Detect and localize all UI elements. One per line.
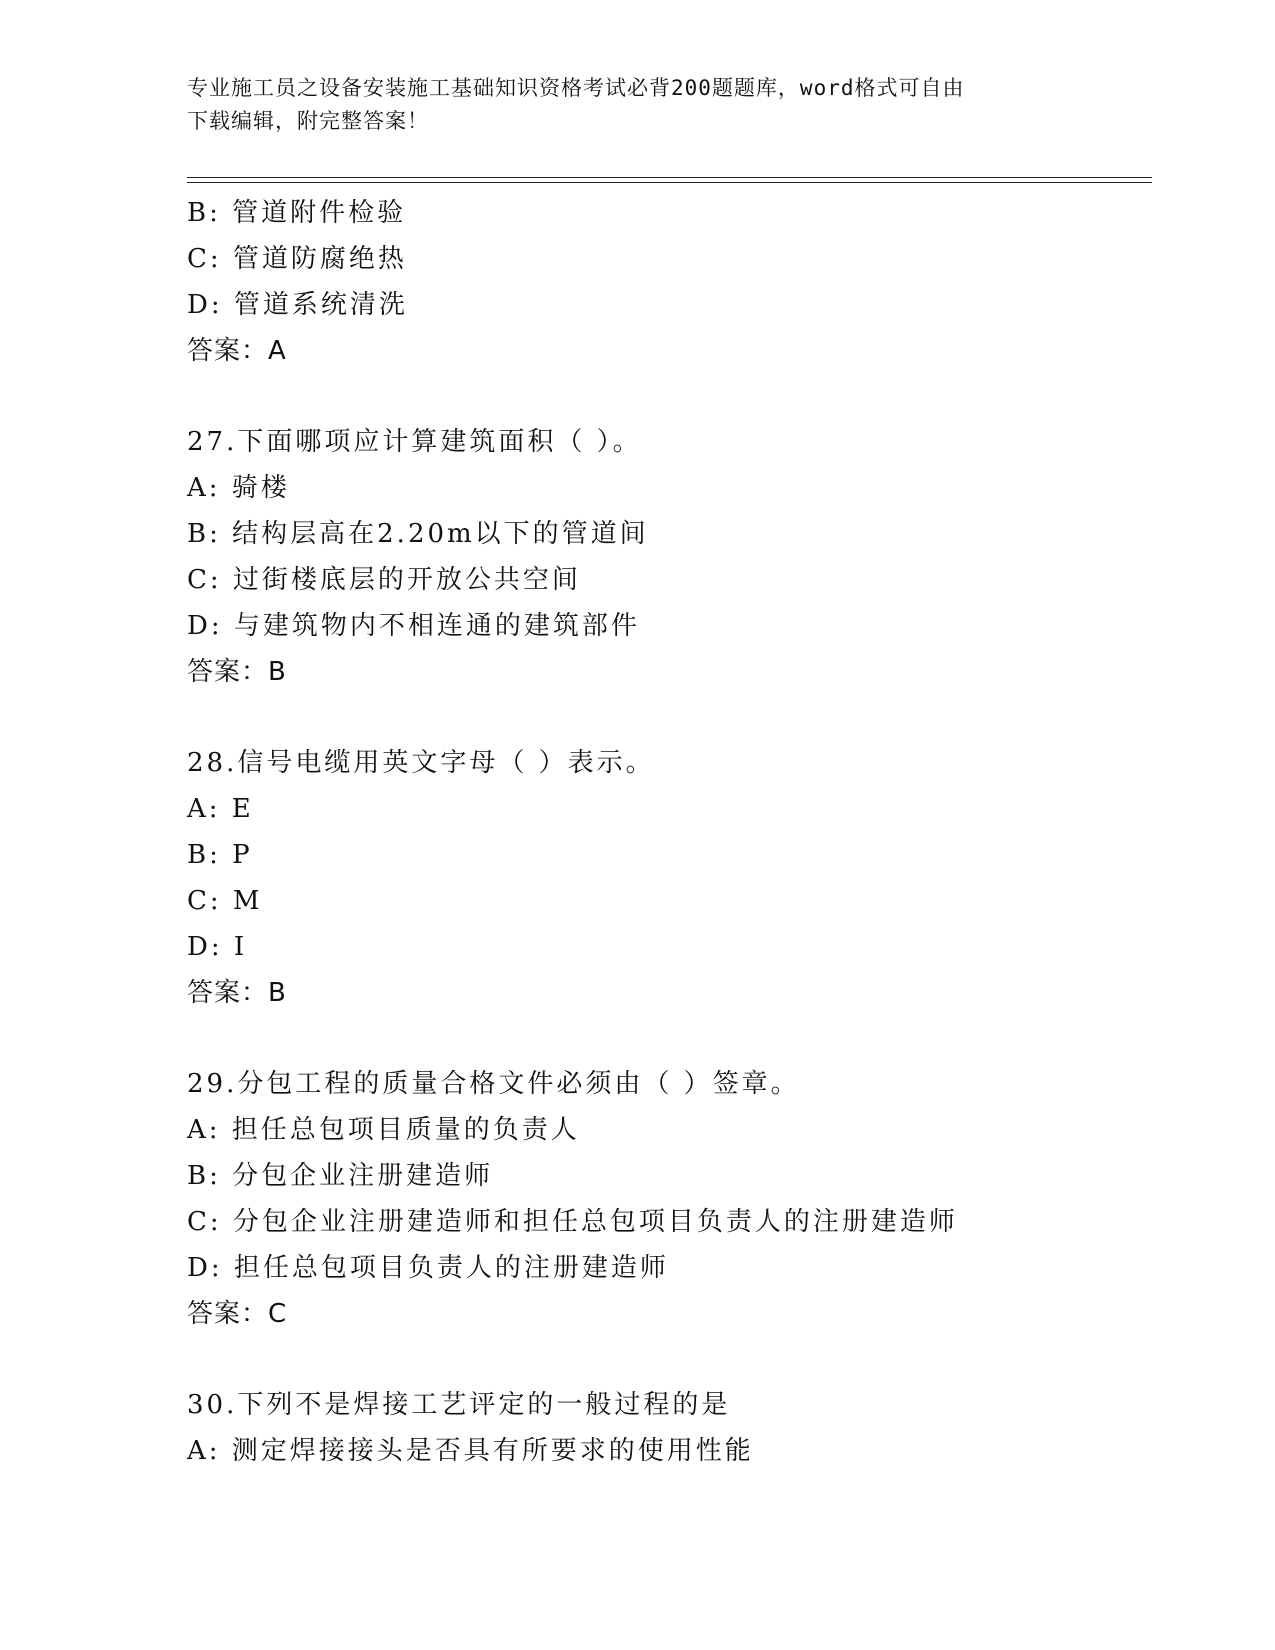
option-a: A: 测定焊接接头是否具有所要求的使用性能	[187, 1436, 754, 1466]
question-list	[187, 190, 1152, 1474]
option-c: C: 过街楼底层的开放公共空间	[187, 565, 581, 595]
answer-line: 答案：B	[187, 657, 287, 687]
header-divider-top	[187, 177, 1152, 178]
answer-line: 答案：A	[187, 336, 287, 366]
option-c: C: 分包企业注册建造师和担任总包项目负责人的注册建造师	[187, 1207, 958, 1237]
option-b: B: 分包企业注册建造师	[187, 1161, 494, 1191]
question-26-continued	[187, 190, 1152, 374]
question-27	[187, 419, 1152, 695]
question-28	[187, 740, 1152, 1016]
option-b: B: 管道附件检验	[187, 198, 407, 228]
question-29	[187, 1061, 1152, 1337]
option-c: C: 管道防腐绝热	[187, 244, 407, 274]
option-d: D: 管道系统清洗	[187, 290, 408, 320]
header-divider-bottom	[187, 182, 1152, 183]
document-header	[187, 72, 1067, 138]
question-stem: 30.下列不是焊接工艺评定的一般过程的是	[187, 1390, 731, 1420]
header-line-1: 专业施工员之设备安装施工基础知识资格考试必背200题题库，word格式可自由	[187, 76, 965, 100]
header-line-2: 下载编辑，附完整答案！	[187, 109, 429, 133]
option-d: D: I	[187, 932, 248, 962]
question-30	[187, 1382, 1152, 1474]
option-a: A: 担任总包项目质量的负责人	[187, 1115, 580, 1145]
option-d: D: 与建筑物内不相连通的建筑部件	[187, 611, 640, 641]
question-stem: 27.下面哪项应计算建筑面积（ ）。	[187, 427, 642, 457]
option-a: A: E	[187, 794, 254, 824]
answer-line: 答案：B	[187, 978, 287, 1008]
option-a: A: 骑楼	[187, 473, 290, 503]
question-stem: 28.信号电缆用英文字母（ ）表示。	[187, 748, 655, 778]
option-c: C: M	[187, 886, 263, 916]
option-d: D: 担任总包项目负责人的注册建造师	[187, 1253, 669, 1283]
option-b: B: 结构层高在2.20m以下的管道间	[187, 519, 649, 549]
answer-line: 答案：C	[187, 1299, 288, 1329]
option-b: B: P	[187, 840, 253, 870]
question-stem: 29.分包工程的质量合格文件必须由（ ）签章。	[187, 1069, 800, 1099]
